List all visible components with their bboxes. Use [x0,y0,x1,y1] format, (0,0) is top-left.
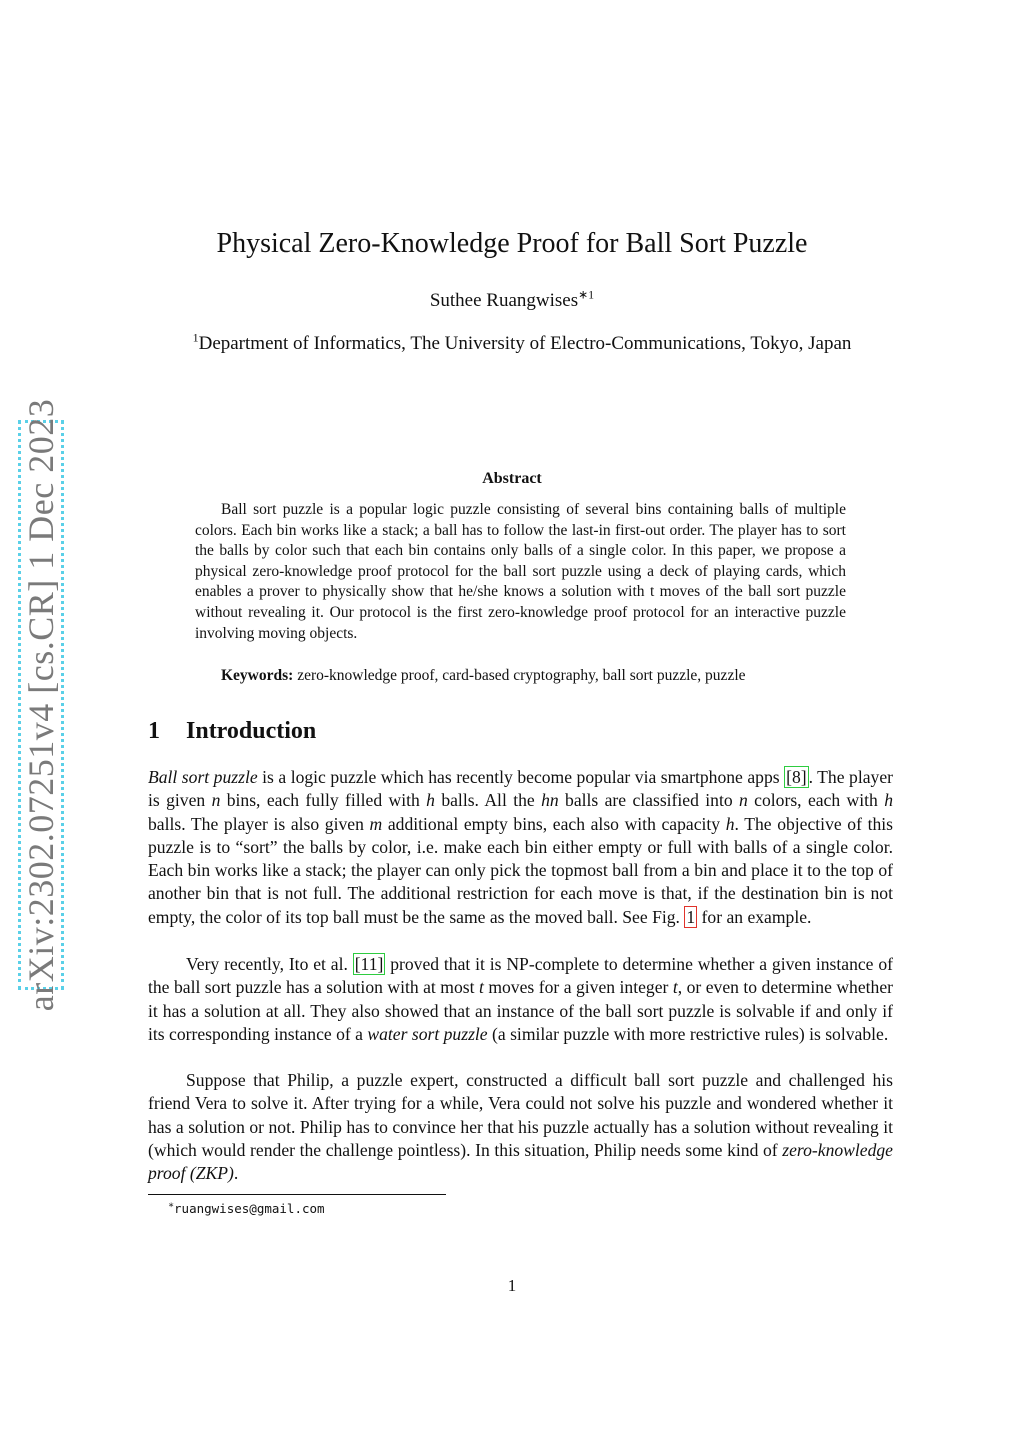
footnote-rule [148,1194,446,1195]
math-var: t [478,977,484,998]
citation-link-11[interactable]: [11] [354,954,384,974]
text-run: moves for a given integer [483,977,673,998]
intro-paragraph-1 [148,766,893,929]
affiliation [160,332,884,356]
arxiv-identifier-box[interactable] [18,398,64,1012]
text-run: (a similar puzzle with more restrictive rules) is solvable. [487,1023,889,1044]
affiliation-mark: 1 [192,330,199,345]
text-run: . The player is given [148,767,893,811]
author-line [0,287,1024,312]
author-name: Suthee Ruangwises [429,290,579,311]
text-run: bins, each fully filled with [220,790,427,811]
text-run: Suppose that Philip, a puzzle expert, constructed a difficult ball sort puzzle and challenged his friend Vera to solve it. After trying for a while, Vera could not solve his puzzle and wondered whether it has a solution or not. Philip has to convince her that his puzzle actually has a solution without revealing it (which would render the challenge pointless). In this situation, Philip needs some kind of [148,1070,893,1160]
footnote-email[interactable]: ruangwises@gmail.com [174,1201,325,1216]
text-run: proved that it is NP-complete to determine whether a given instance of the ball sort puzzle has a solution with at most [148,954,893,998]
citation-link-8[interactable]: [8] [786,767,807,787]
section-title: Introduction [186,718,317,744]
math-var: n [739,790,748,811]
text-run: balls. All the [434,790,542,811]
text-run: additional empty bins, each also with capacity [382,813,726,834]
text-run: . [233,1163,239,1184]
math-var: h [725,813,735,834]
term-water-sort-puzzle: water sort puzzle [367,1023,488,1044]
term-ball-sort-puzzle: Ball sort puzzle [148,767,258,787]
abstract-text: Ball sort puzzle is a popular logic puzzle consisting of several bins containing balls of multiple colors. Each bin works like a stack; a ball has to follow the last-in first-out order. The player has to sort the balls by color such that each bin contains only balls of a single color. In this paper, we propose a physical zero-knowledge proof protocol for the ball sort puzzle using a deck of playing cards, which enables a prover to physically show that he/she knows a solution with t moves of the ball sort puzzle without revealing it. Our protocol is the first zero-knowledge proof protocol for an interactive puzzle involving moving objects. [195,501,846,642]
affiliation-text: Department of Informatics, The University of Electro-Communications, Tokyo, Japan [198,333,852,354]
intro-paragraph-2 [148,953,893,1046]
keywords-text: zero-knowledge proof, card-based cryptography, ball sort puzzle, puzzle [297,667,746,684]
footnote [168,1201,325,1216]
text-run: balls are classified into [558,790,740,811]
figure-link-1[interactable]: 1 [686,906,696,927]
math-var: h [426,790,435,811]
math-var: h [884,790,893,811]
intro-paragraph-3 [148,1069,893,1185]
text-run: colors, each with [747,790,885,811]
term-zkp: zero-knowledge proof (ZKP) [148,1139,893,1184]
text-run: , or even to determine whether it has a solution at all. They also showed that an instance of the ball sort puzzle is solvable if and only if its corresponding instance of a [148,977,894,1044]
text-run: is a logic puzzle which has recently become popular via smartphone apps [257,767,785,787]
paper-title: Physical Zero-Knowledge Proof for Ball Sort Puzzle [216,228,808,259]
section-number: 1 [148,718,160,744]
math-var: hn [541,790,559,811]
arxiv-identifier[interactable]: arXiv:2302.07251v4 [cs.CR] 1 Dec 2023 [21,398,61,1012]
math-var: t [672,977,678,998]
text-run: Very recently, Ito et al. [186,954,353,974]
text-run: for an example. [697,906,812,927]
math-var: n [211,790,221,811]
page-number: 1 [507,1276,517,1295]
keywords-label: Keywords: [221,667,294,684]
footnote-mark: ∗ [168,1199,175,1211]
text-run: balls. The player is also given [148,813,370,834]
math-var: m [369,813,383,834]
abstract-heading: Abstract [482,470,542,487]
keywords-line [221,666,861,687]
section-heading [148,718,316,745]
author-marks: ∗1 [578,287,595,302]
text-run: . The objective of this puzzle is to “sort” the balls by color, i.e. make each bin either empty or full with balls of a single color. Each bin works like a stack; the player can only pick the topmost ball from a bin and place it to the top of another bin that is not full. The additional restriction for each move is that, if the destination bin is not empty, the color of its top ball must be the same as the moved ball. See Fig. [148,813,893,927]
